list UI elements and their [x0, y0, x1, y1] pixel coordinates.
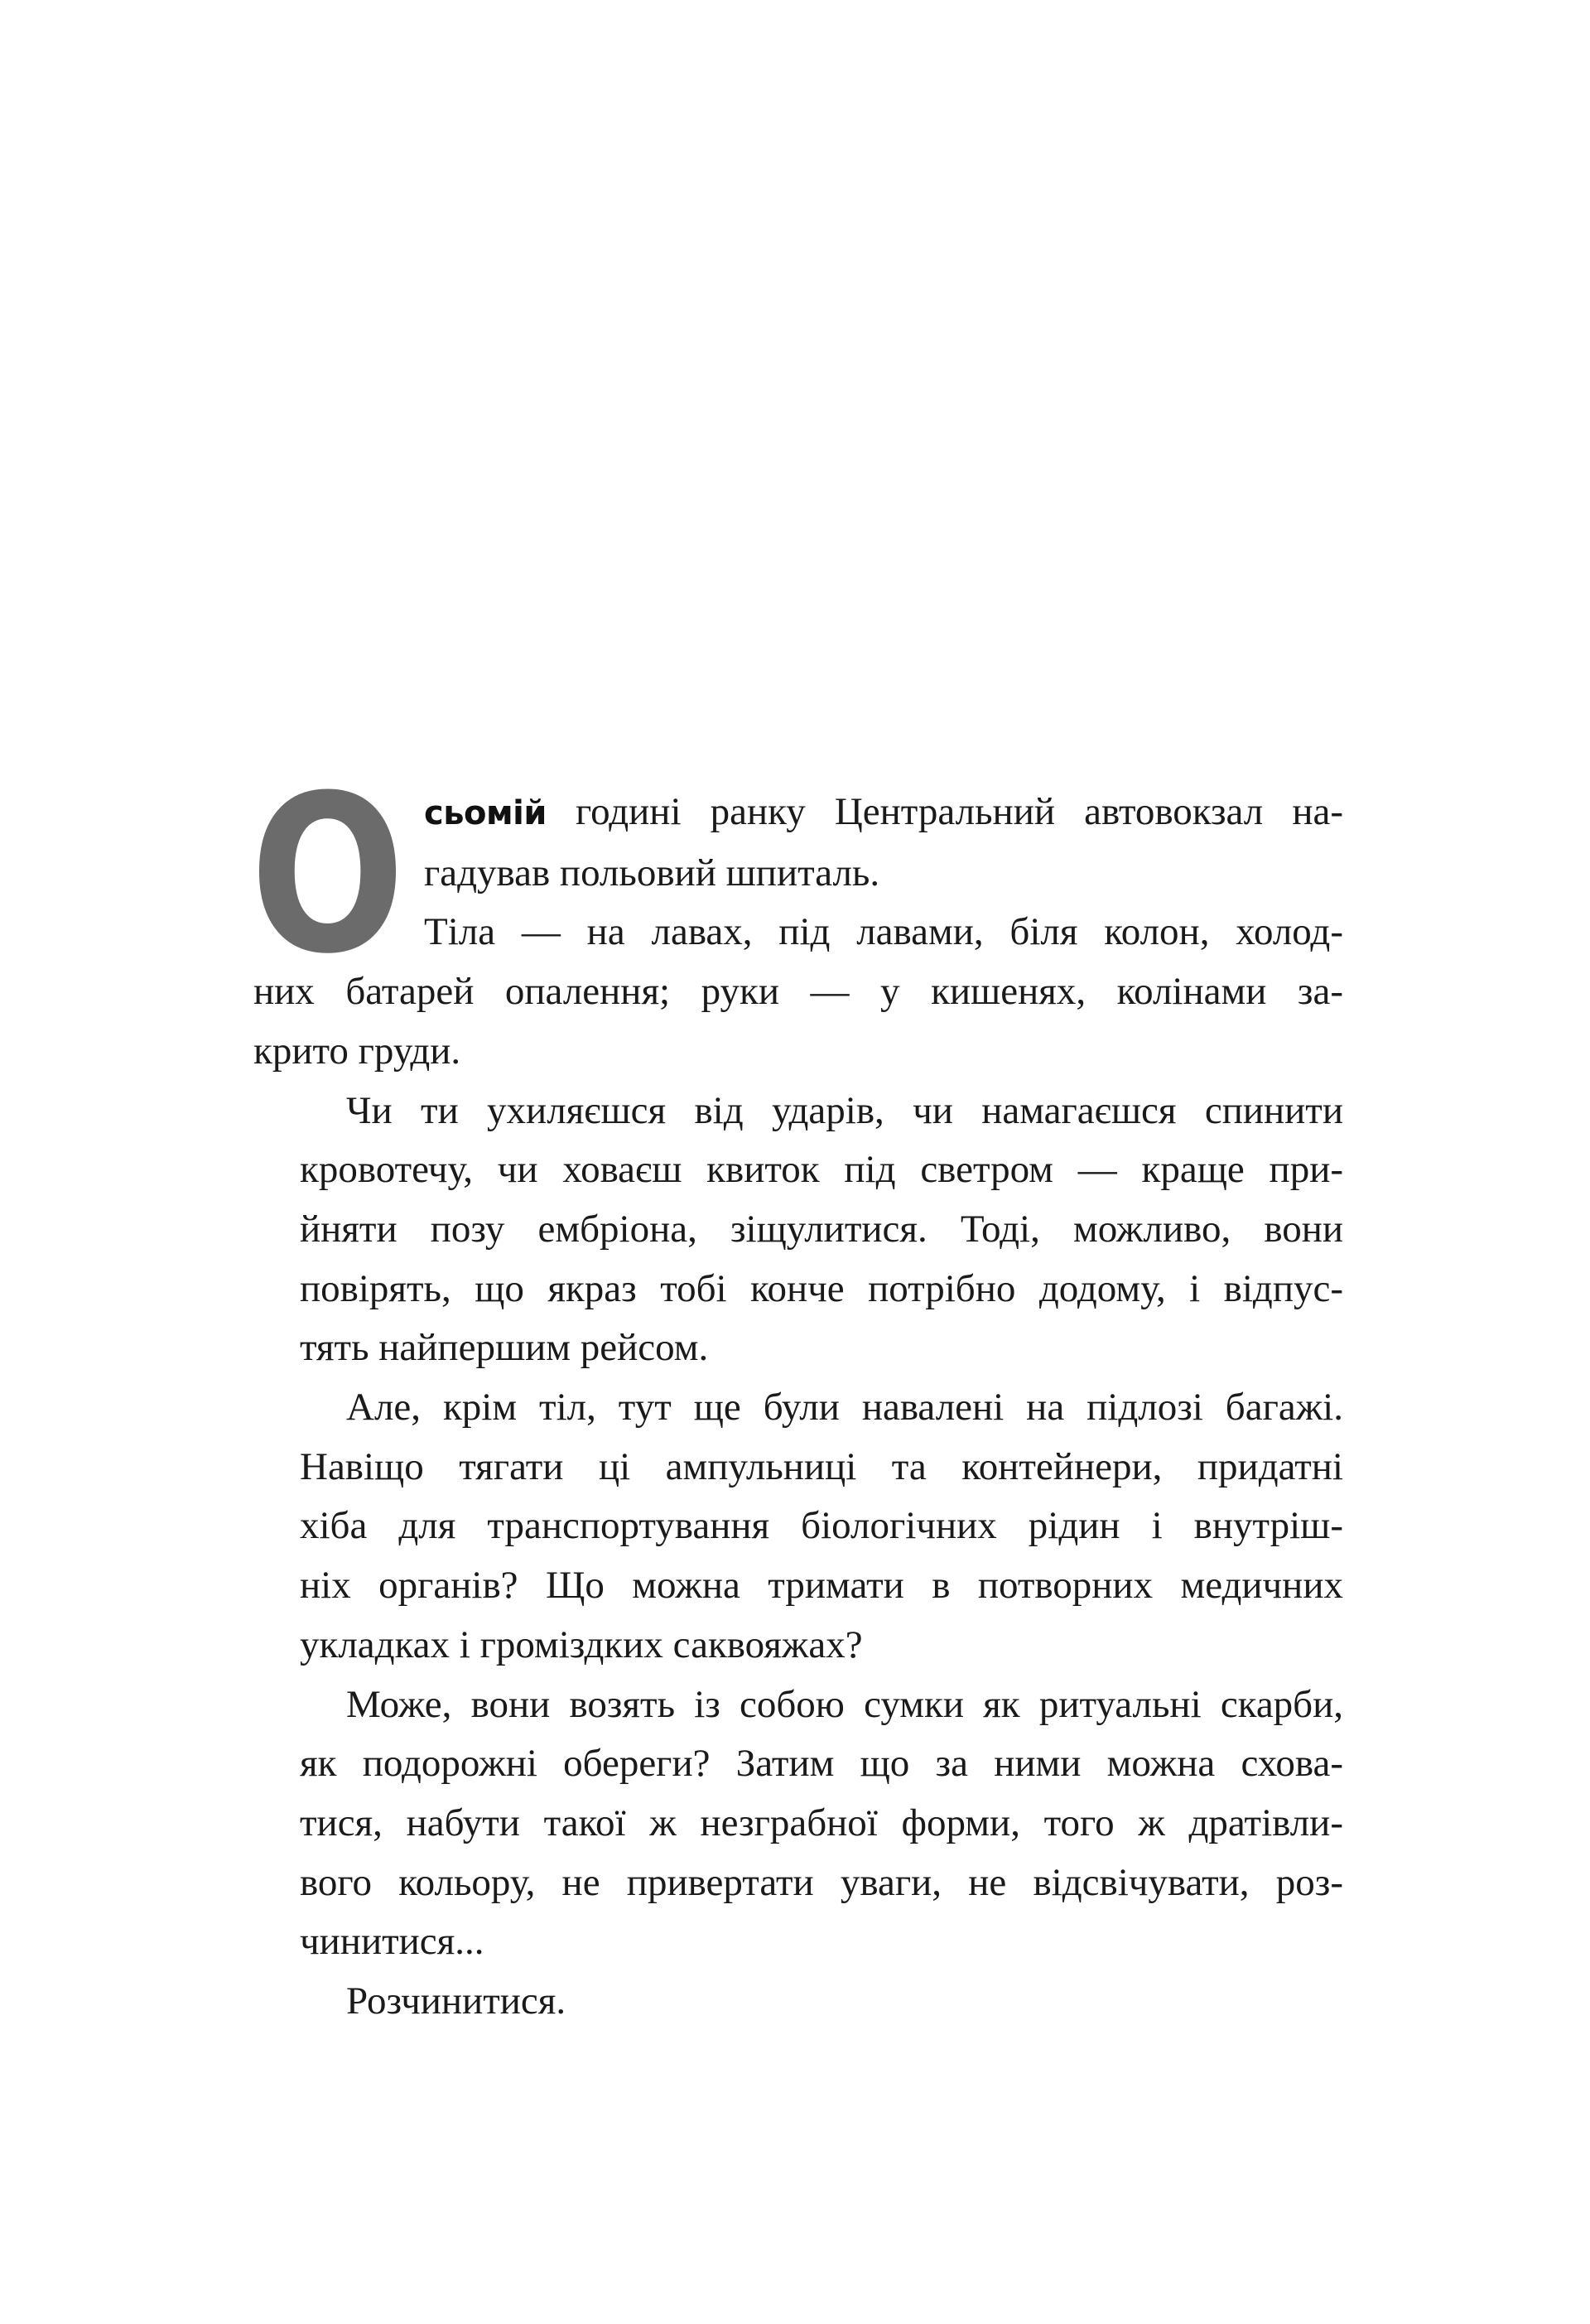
text-line: Але, крім тіл, тут ще були навалені на підлозі багажі.: [346, 1386, 1343, 1430]
text-line: як подорожні обереги? Затим що за ними можна схова-: [300, 1742, 1343, 1786]
text-line: ніх органів? Що можна тримати в потворних медичних: [300, 1564, 1343, 1608]
text-line: Тіла — на лавах, під лавами, біля колон, холод-: [424, 910, 1343, 954]
text-line: Навіщо тягати ці ампульниці та контейнери, придатні: [300, 1444, 1343, 1488]
text-line: чинитися...: [300, 1920, 484, 1964]
text-line: Розчинитися.: [346, 1979, 566, 2023]
text-line: кровотечу, чи ховаєш квиток під светром — краще при-: [300, 1148, 1343, 1192]
text-line: тять найпершим рейсом.: [300, 1326, 709, 1370]
chapter-text: [250, 749, 1343, 2032]
text-line: Чи ти ухиляєшся від ударів, чи намагаєшся спинити: [346, 1088, 1343, 1132]
text-line: Може, вони возять із собою сумки як ритуальні скарби,: [346, 1682, 1343, 1726]
text-line: тися, набути такої ж незграбної форми, того ж дратівли-: [300, 1801, 1343, 1844]
text-line: укладках і громіздких саквояжах?: [300, 1622, 863, 1666]
text-line: вого кольору, не привертати уваги, не відсвічувати, роз-: [300, 1860, 1343, 1904]
paragraph-2: [253, 903, 1343, 1081]
text-line: них батарей опалення; руки — у кишенях, колінами за-: [253, 970, 1343, 1014]
paragraph-4: [253, 1378, 1343, 1675]
paragraph-6: [253, 1972, 1343, 2032]
text-line: повірять, що якраз тобі конче потрібно додому, і відпус-: [300, 1266, 1343, 1310]
lead-word-bold: сьомій: [424, 794, 547, 832]
drop-cap: О: [250, 749, 406, 1001]
text-line: гадував польовий шпиталь.: [424, 851, 880, 894]
text-line: сьомій годині ранку Центральний автовокзал на-: [424, 790, 1343, 833]
text-line: хіба для транспортування біологічних рідин і внутріш-: [300, 1504, 1343, 1548]
paragraph-3: [253, 1082, 1343, 1379]
text-line: йняти позу ембріона, зіщулитися. Тоді, можливо, вони: [300, 1207, 1343, 1251]
paragraph-5: [253, 1675, 1343, 1973]
text-line: крито груди.: [253, 1029, 461, 1073]
